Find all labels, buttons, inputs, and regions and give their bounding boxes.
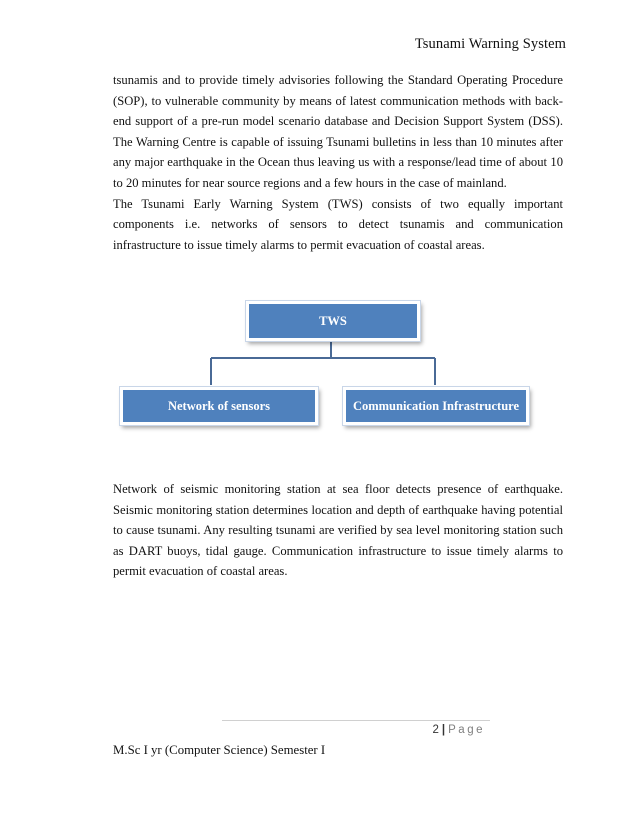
footer-course-info: M.Sc I yr (Computer Science) Semester I — [113, 743, 326, 757]
page-header-title: Tsunami Warning System — [414, 36, 566, 52]
body-paragraph-2: Network of seismic monitoring station at sea floor detects presence of earthquake. Seismic monitoring station determines location and depth of earthquake having potential to cause tsunami. Any resulting tsunami are verified by sea level monitoring station such as DART buoys, tidal gauge. Communication infrastructure to issue timely alarms to permit evacuation of coastal areas. — [113, 482, 563, 579]
paragraph-text: tsunamis and to provide timely advisories following the Standard Operating Procedure (SOP), to vulnerable community by means of latest communication methods with back-end support of a pre-run model scenario database and Decision Support System (DSS). The Warning Centre is capable of issuing Tsunami bulletins in less than 10 minutes after any major earthquake in the Ocean thus leaving us with a response/lead time of about 10 to 20 minutes for near source regions and a few hours in the case of mainland. — [113, 73, 563, 190]
page-number — [433, 724, 485, 736]
page-word: Page — [448, 724, 485, 736]
paragraph-text: The Tsunami Early Warning System (TWS) consists of two equally important components i.e. networks of sensors to detect tsunamis and communication infrastructure to issue timely alarms to permit evacuation of coastal areas. — [113, 196, 563, 252]
diagram-box-tws: TWS — [246, 301, 420, 341]
page-number-separator: | — [441, 724, 446, 736]
body-paragraph-1 — [113, 70, 563, 255]
footer-divider — [222, 720, 490, 721]
page-number-value: 2 — [432, 724, 439, 736]
diagram-box-network-of-sensors: Network of sensors — [120, 387, 318, 425]
diagram-box-communication-infrastructure: Communication Infrastructure — [343, 387, 529, 425]
